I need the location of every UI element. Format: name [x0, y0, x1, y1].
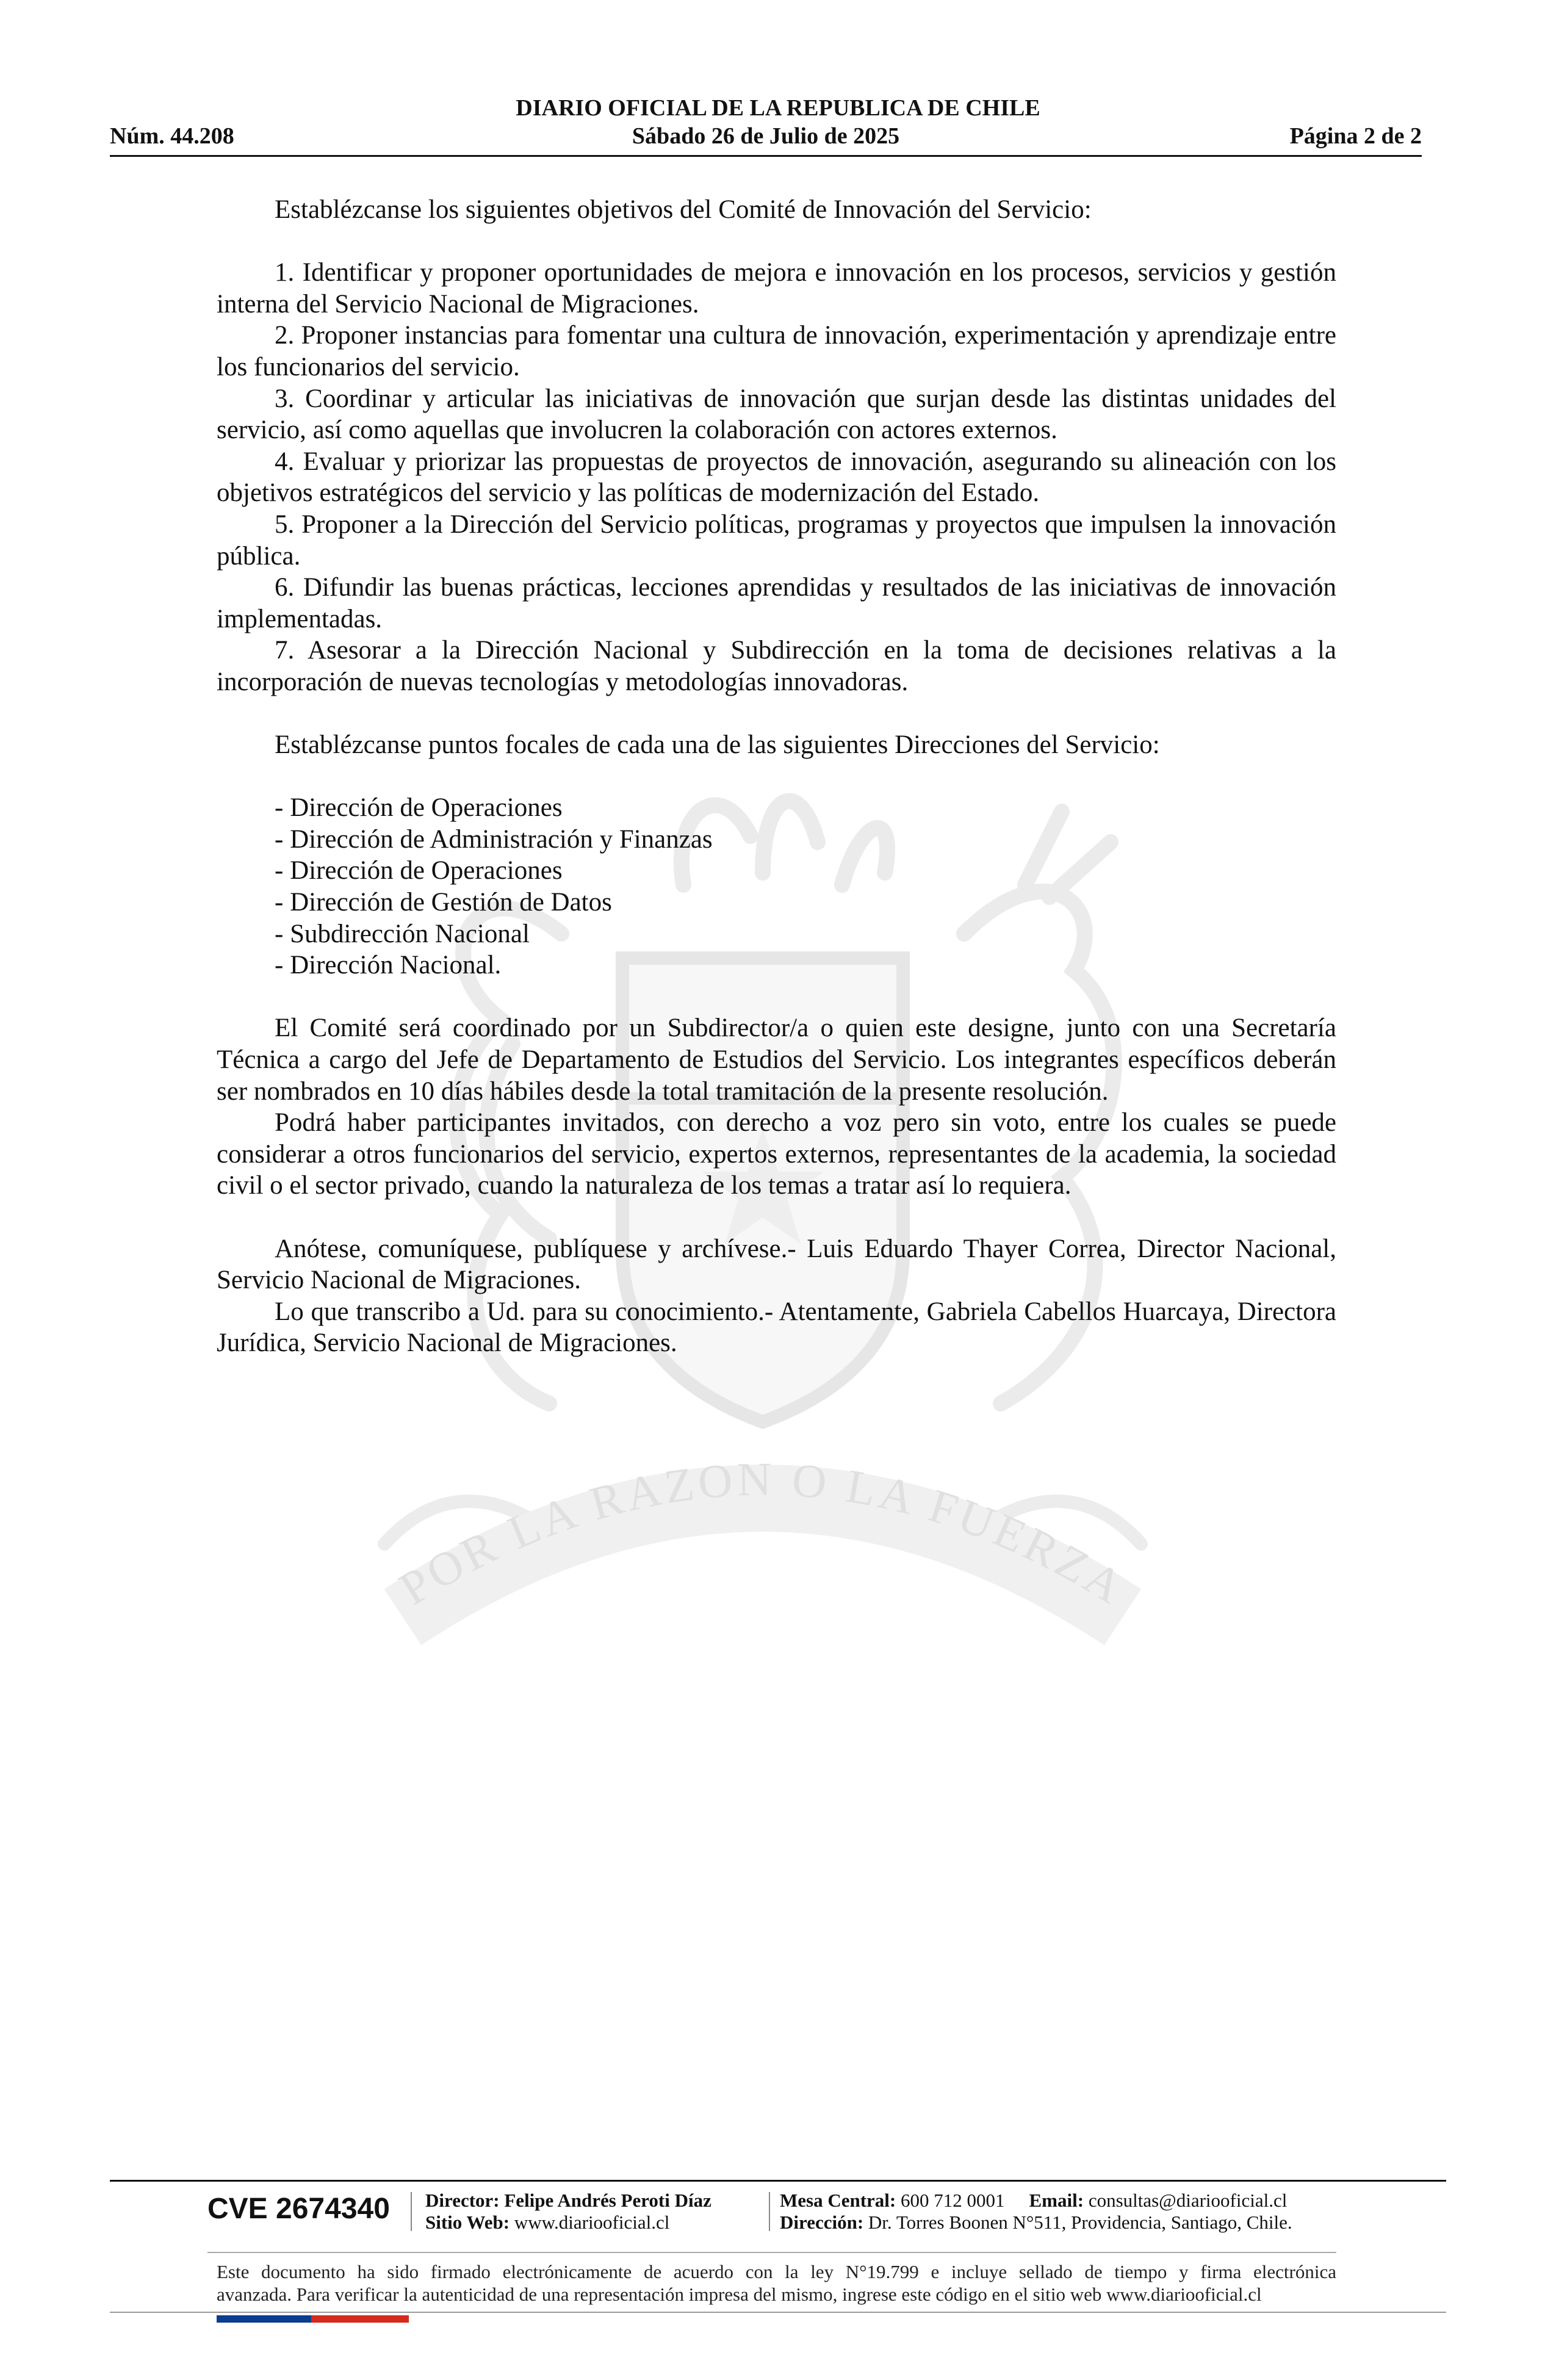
footer-separator — [769, 2192, 770, 2231]
coordination-paragraph: El Comité será coordinado por un Subdirector/a o quien este designe, junto con una Secretaría Técnica a cargo del Jefe de Departamento de Estudios del Servicio. Los integrantes específicos deberán ser nombrados en 10 días hábiles desde la total tramitación de la presente resolución. — [217, 1014, 1336, 1106]
objective-item: 4. Evaluar y priorizar las propuestas de proyectos de innovación, asegurando su alineación con los objetivos estratégicos del servicio y las políticas de modernización del Estado. — [217, 447, 1336, 508]
objective-item: 3. Coordinar y articular las iniciativas de innovación que surjan desde las distintas unidades del servicio, así como aquellas que involucren la colaboración con actores externos. — [217, 384, 1336, 445]
site-link[interactable]: www.diariooficial.cl — [514, 2212, 670, 2233]
objective-item: 7. Asesorar a la Dirección Nacional y Subdirección en la toma de decisiones relativas a la incorporación de nuevas tecnologías y metodologías innovadoras. — [217, 636, 1336, 696]
focal-point-item: - Subdirección Nacional — [275, 919, 530, 948]
issue-date: Sábado 26 de Julio de 2025 — [632, 123, 900, 149]
objective-item: 2. Proponer instancias para fomentar una cultura de innovación, experimentación y aprendizaje entre los funcionarios del servicio. — [217, 321, 1336, 381]
flag-stripe-red — [311, 2315, 409, 2323]
footer-contact-block — [780, 2190, 1292, 2234]
mesa-phone: 600 712 0001 — [901, 2190, 1005, 2211]
objective-item: 1. Identificar y proponer oportunidades de mejora e innovación en los procesos, servicios y gestión interna del Servicio Nacional de Migraciones. — [217, 258, 1336, 319]
guests-paragraph: Podrá haber participantes invitados, con derecho a voz pero sin voto, entre los cuales se puede considerar a otros funcionarios del servicio, expertos externos, representantes de la academia, la sociedad civil o el sector privado, cuando la naturaleza de los temas a tratar así lo requiera. — [217, 1108, 1336, 1200]
objective-item: 5. Proponer a la Dirección del Servicio políticas, programas y proyectos que impulsen la innovación pública. — [217, 510, 1336, 571]
address-label: Dirección: — [780, 2212, 864, 2233]
director-name: Felipe Andrés Peroti Díaz — [504, 2190, 711, 2211]
focal-points-intro: Establézcanse puntos focales de cada una de las siguientes Direcciones del Servicio: — [275, 730, 1160, 760]
document-body — [217, 194, 1336, 1359]
focal-point-item: - Dirección de Operaciones — [275, 793, 563, 823]
signature-note — [217, 2260, 1336, 2306]
page-indicator: Página 2 de 2 — [1289, 123, 1422, 149]
mesa-label: Mesa Central: — [780, 2190, 896, 2211]
svg-text:POR LA RAZON O LA FUERZA: POR LA RAZON O LA FUERZA — [390, 1452, 1136, 1615]
footer-mid-divider — [207, 2252, 1336, 2253]
header-row — [110, 121, 1422, 151]
flag-stripe-blue — [217, 2315, 311, 2323]
header-divider — [110, 155, 1422, 157]
focal-point-item: - Dirección de Administración y Finanzas — [275, 824, 713, 854]
transcript-paragraph: Lo que transcribo a Ud. para su conocimiento.- Atentamente, Gabriela Cabellos Huarcaya, Directora Jurídica, Servicio Nacional de Migraciones. — [217, 1297, 1336, 1358]
focal-point-item: - Dirección Nacional. — [275, 951, 502, 980]
focal-point-item: - Dirección de Operaciones — [275, 856, 563, 885]
footer-director-block — [425, 2190, 711, 2234]
footer-bottom-divider — [110, 2312, 1446, 2313]
cve-code: CVE 2674340 — [207, 2193, 390, 2225]
signature-note-line2: avanzada. Para verificar la autenticidad de una representación impresa del mismo, ingrese este código en el sitio web www.diariooficial.cl — [217, 2284, 1262, 2305]
closing-formula: Anótese, comuníquese, publíquese y archívese.- Luis Eduardo Thayer Correa, Director Nacional, Servicio Nacional de Migraciones. — [217, 1234, 1336, 1295]
email-link[interactable]: consultas@diariooficial.cl — [1088, 2190, 1288, 2211]
newspaper-title: DIARIO OFICIAL DE LA REPUBLICA DE CHILE — [516, 95, 1040, 121]
director-label: Director: — [425, 2190, 500, 2211]
signature-note-line1: Este documento ha sido firmado electrónicamente de acuerdo con la ley N°19.799 e incluye sellado de tiempo y firma electrónica — [217, 2261, 1336, 2282]
objectives-intro: Establézcanse los siguientes objetivos del Comité de Innovación del Servicio: — [275, 195, 1092, 224]
objective-item: 6. Difundir las buenas prácticas, lecciones aprendidas y resultados de las iniciativas de innovación implementadas. — [217, 573, 1336, 633]
site-label: Sitio Web: — [425, 2212, 510, 2233]
address-value: Dr. Torres Boonen N°511, Providencia, Santiago, Chile. — [868, 2212, 1292, 2233]
email-label: Email: — [1029, 2190, 1084, 2211]
issue-number: Núm. 44.208 — [110, 123, 234, 149]
footer-separator — [411, 2192, 412, 2231]
focal-point-item: - Dirección de Gestión de Datos — [275, 888, 612, 917]
footer-top-divider — [110, 2180, 1446, 2182]
